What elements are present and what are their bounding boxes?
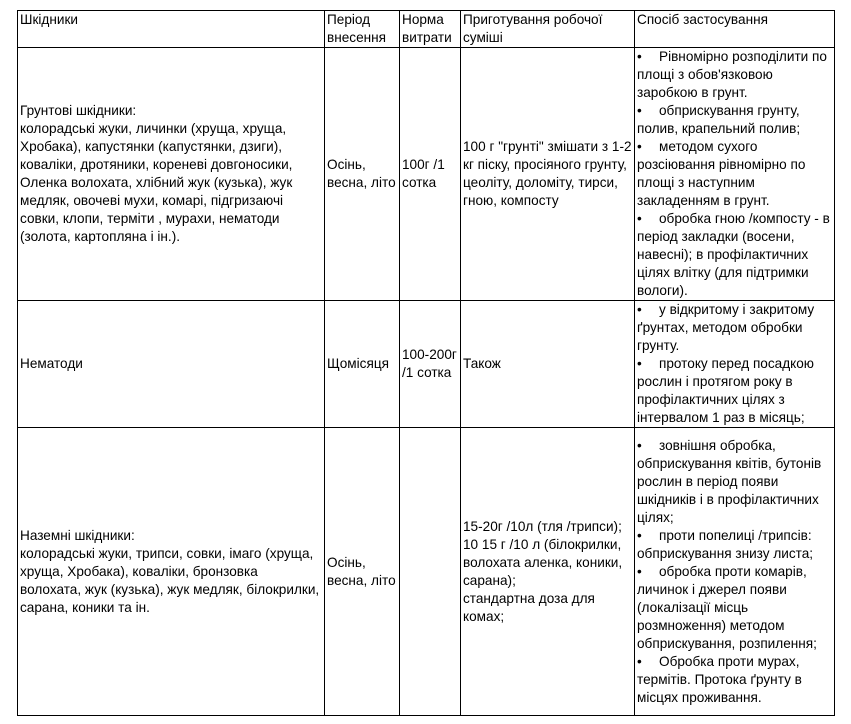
method-text: обробка гною /компосту - в період закладки (восени, навесні); в профілактичних цілях влітку (для підтримки вологи). (637, 211, 830, 298)
dose-line: 10 15 г /10 л (білокрилки, волохата аленка, коники, сарана); (463, 536, 623, 588)
preparation-cell: 100 г "грунті" змішати з 1-2 кг піску, просіяного грунту, цеоліту, доломіту, тирси, гною, компосту (461, 48, 635, 301)
header-preparation: Приготування робочої суміші (461, 11, 635, 48)
method-item (637, 102, 832, 138)
pests-title: Наземні шкідники: (20, 527, 135, 543)
method-text: зовнішня обробка, обприскування квітів, бутонів рослин в період появи шкідників і в профілактичних цілях; (637, 437, 822, 525)
method-text: у відкритому і закритому ґрунтах, методом обробки грунту. (637, 302, 815, 353)
bullet-icon: • (637, 103, 642, 118)
table-row (18, 428, 835, 716)
header-pests: Шкідники (18, 11, 325, 48)
pest-control-table (17, 10, 835, 716)
bullet-icon: • (637, 563, 642, 579)
method-text: обробка проти комарів, личинок і джерел появи (локалізації місць розмноження) методом обприскування, розпилення; (637, 563, 817, 651)
bullet-icon: • (637, 302, 642, 317)
header-rate: Норма витрати (400, 11, 461, 48)
method-text: обприскування грунту, полив, крапельний полив; (637, 103, 801, 136)
pests-cell (18, 301, 325, 428)
method-text: Обробка проти мурах, термітів. Протока ґрунту в місцях проживання. (637, 653, 802, 705)
pests-cell (18, 48, 325, 301)
table-row (18, 301, 835, 428)
pests-list: колорадські жуки, личинки (хруща, хруща, Хробака), капустянки (капустянки, дзиги), коваліки, дротяники, кореневі довгоносики, Оленка волохата, хлібний жук (кузька), жук медляк, овочеві мухи, комарі, підгризаючі совки, клопи, терміти , мурахи, нематоди (золота, картопляна і ін.). (20, 121, 293, 244)
pests-title: Нематоди (20, 356, 83, 371)
bullet-icon: • (637, 356, 642, 371)
table-row (18, 48, 835, 301)
method-cell (635, 48, 835, 301)
method-item (637, 653, 832, 707)
period-cell: Осінь, весна, літо (325, 428, 400, 716)
method-text: Рівномірно розподілити по площі з обов'язковою заробкою в грунт. (637, 49, 827, 100)
method-cell (635, 301, 835, 428)
period-cell: Щомісяця (325, 301, 400, 428)
method-item (637, 355, 832, 427)
rate-cell (400, 428, 461, 716)
preparation-cell: Також (461, 301, 635, 428)
method-item (637, 437, 832, 527)
pests-cell (18, 428, 325, 716)
dose-line: стандартна доза для комах; (463, 590, 595, 624)
bullet-icon: • (637, 653, 642, 669)
method-item (637, 301, 832, 355)
method-text: протоку перед посадкою рослин і протягом року в профілактичних цілях з інтервалом 1 раз в місяць; (637, 356, 815, 425)
pests-list: колорадські жуки, трипси, совки, імаго (хруща, хруща, Хробака), коваліки, бронзовка волохата, жук (кузька), жук медляк, білокрилки, сарана, коники та ін. (20, 545, 320, 615)
method-item (637, 210, 832, 300)
rate-cell: 100г /1 сотка (400, 48, 461, 301)
method-list (637, 437, 832, 707)
method-cell (635, 428, 835, 716)
header-method: Спосіб застосування (635, 11, 835, 48)
method-list (637, 301, 832, 427)
rate-cell: 100-200г /1 сотка (400, 301, 461, 428)
pests-title: Грунтові шкідники: (20, 103, 137, 118)
method-item (637, 563, 832, 653)
bullet-icon: • (637, 437, 642, 453)
bullet-icon: • (637, 211, 642, 226)
bullet-icon: • (637, 139, 642, 154)
bullet-icon: • (637, 527, 642, 543)
method-item (637, 138, 832, 210)
method-list (637, 48, 832, 300)
period-cell: Осінь, весна, літо (325, 48, 400, 301)
header-period: Період внесення (325, 11, 400, 48)
method-item (637, 48, 832, 102)
preparation-cell (461, 428, 635, 716)
method-text: проти попелиці /трипсів: обприскування знизу листа; (637, 527, 814, 561)
method-item (637, 527, 832, 563)
header-row (18, 11, 835, 48)
bullet-icon: • (637, 49, 642, 64)
dose-line: 15-20г /10л (тля /трипси); (463, 518, 622, 534)
method-text: методом сухого розсіювання рівномірно по площі з наступним закладенням в грунт. (637, 139, 806, 208)
